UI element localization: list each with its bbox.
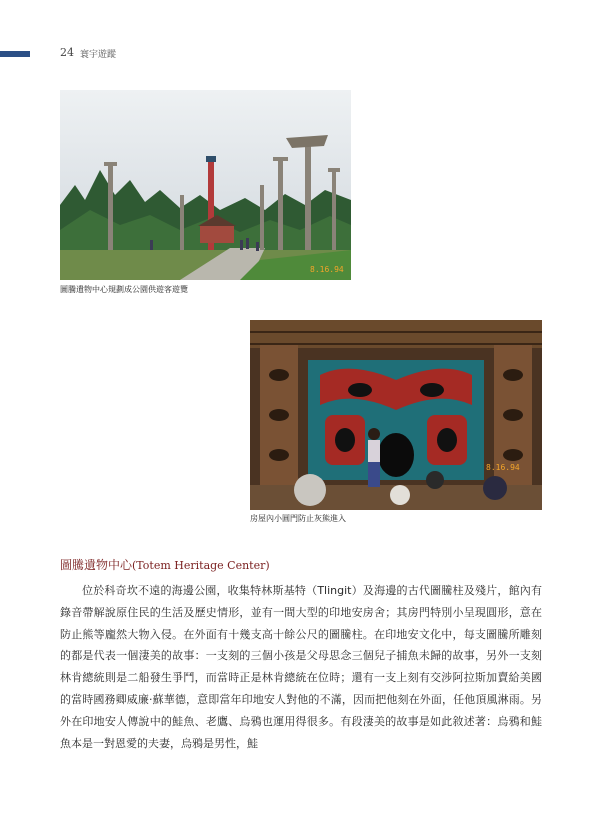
clan-house-photo: [250, 320, 542, 510]
accent-bar: [0, 51, 30, 57]
totem-park-photo: [60, 90, 351, 280]
photo2-date-stamp: 8.16.94: [486, 463, 520, 472]
totem-park-illustration: [60, 90, 351, 280]
section-heading: [60, 556, 270, 573]
section-heading-en: (Totem Heritage Center): [132, 559, 270, 572]
running-title: 寰宇遊蹤: [80, 50, 117, 60]
clan-house-illustration: [250, 320, 542, 510]
section-body-text: 位於科奇坎不遠的海邊公園，收集特林斯基特（Tlingit）及海邊的古代圖騰柱及殘片，館內有錄音帶解說原住民的生活及歷史情形，並有一間大型的印地安房舍；其房門特別小呈現圓形，意在防止熊等龐然大物入侵。在外面有十幾支高十餘公尺的圖騰柱。在印地安文化中，每支圖騰所雕刻的都是代表一個淒美的故事：一支刻的三個小孩是父母思念三個兒子捕魚未歸的故事，另外一支刻林肯總統則是二船發生爭鬥，而當時正是林肯總統在位時；還有一支上刻有交涉阿拉斯加賣給美國的當時國務卿威廉·蘇華德，意即當年印地安人對他的不滿，因而把他刻在外面，任他頂風淋雨。另外在印地安人傳說中的鮭魚、老鷹、烏鴉也運用得很多。有段淒美的故事是如此敘述著：烏鴉和鮭魚本是一對恩愛的夫妻，烏鴉是男性，鮭: [60, 584, 542, 750]
photo2-caption: 房屋內小圓門防止灰熊進入: [250, 514, 346, 523]
section-heading-zh: 圖騰遺物中心: [60, 558, 133, 572]
photo1-caption: 圖騰遺物中心規劃成公園供遊客遊覽: [60, 285, 188, 294]
photo1-date-stamp: 8.16.94: [310, 265, 344, 274]
page-number: 24: [60, 46, 74, 59]
